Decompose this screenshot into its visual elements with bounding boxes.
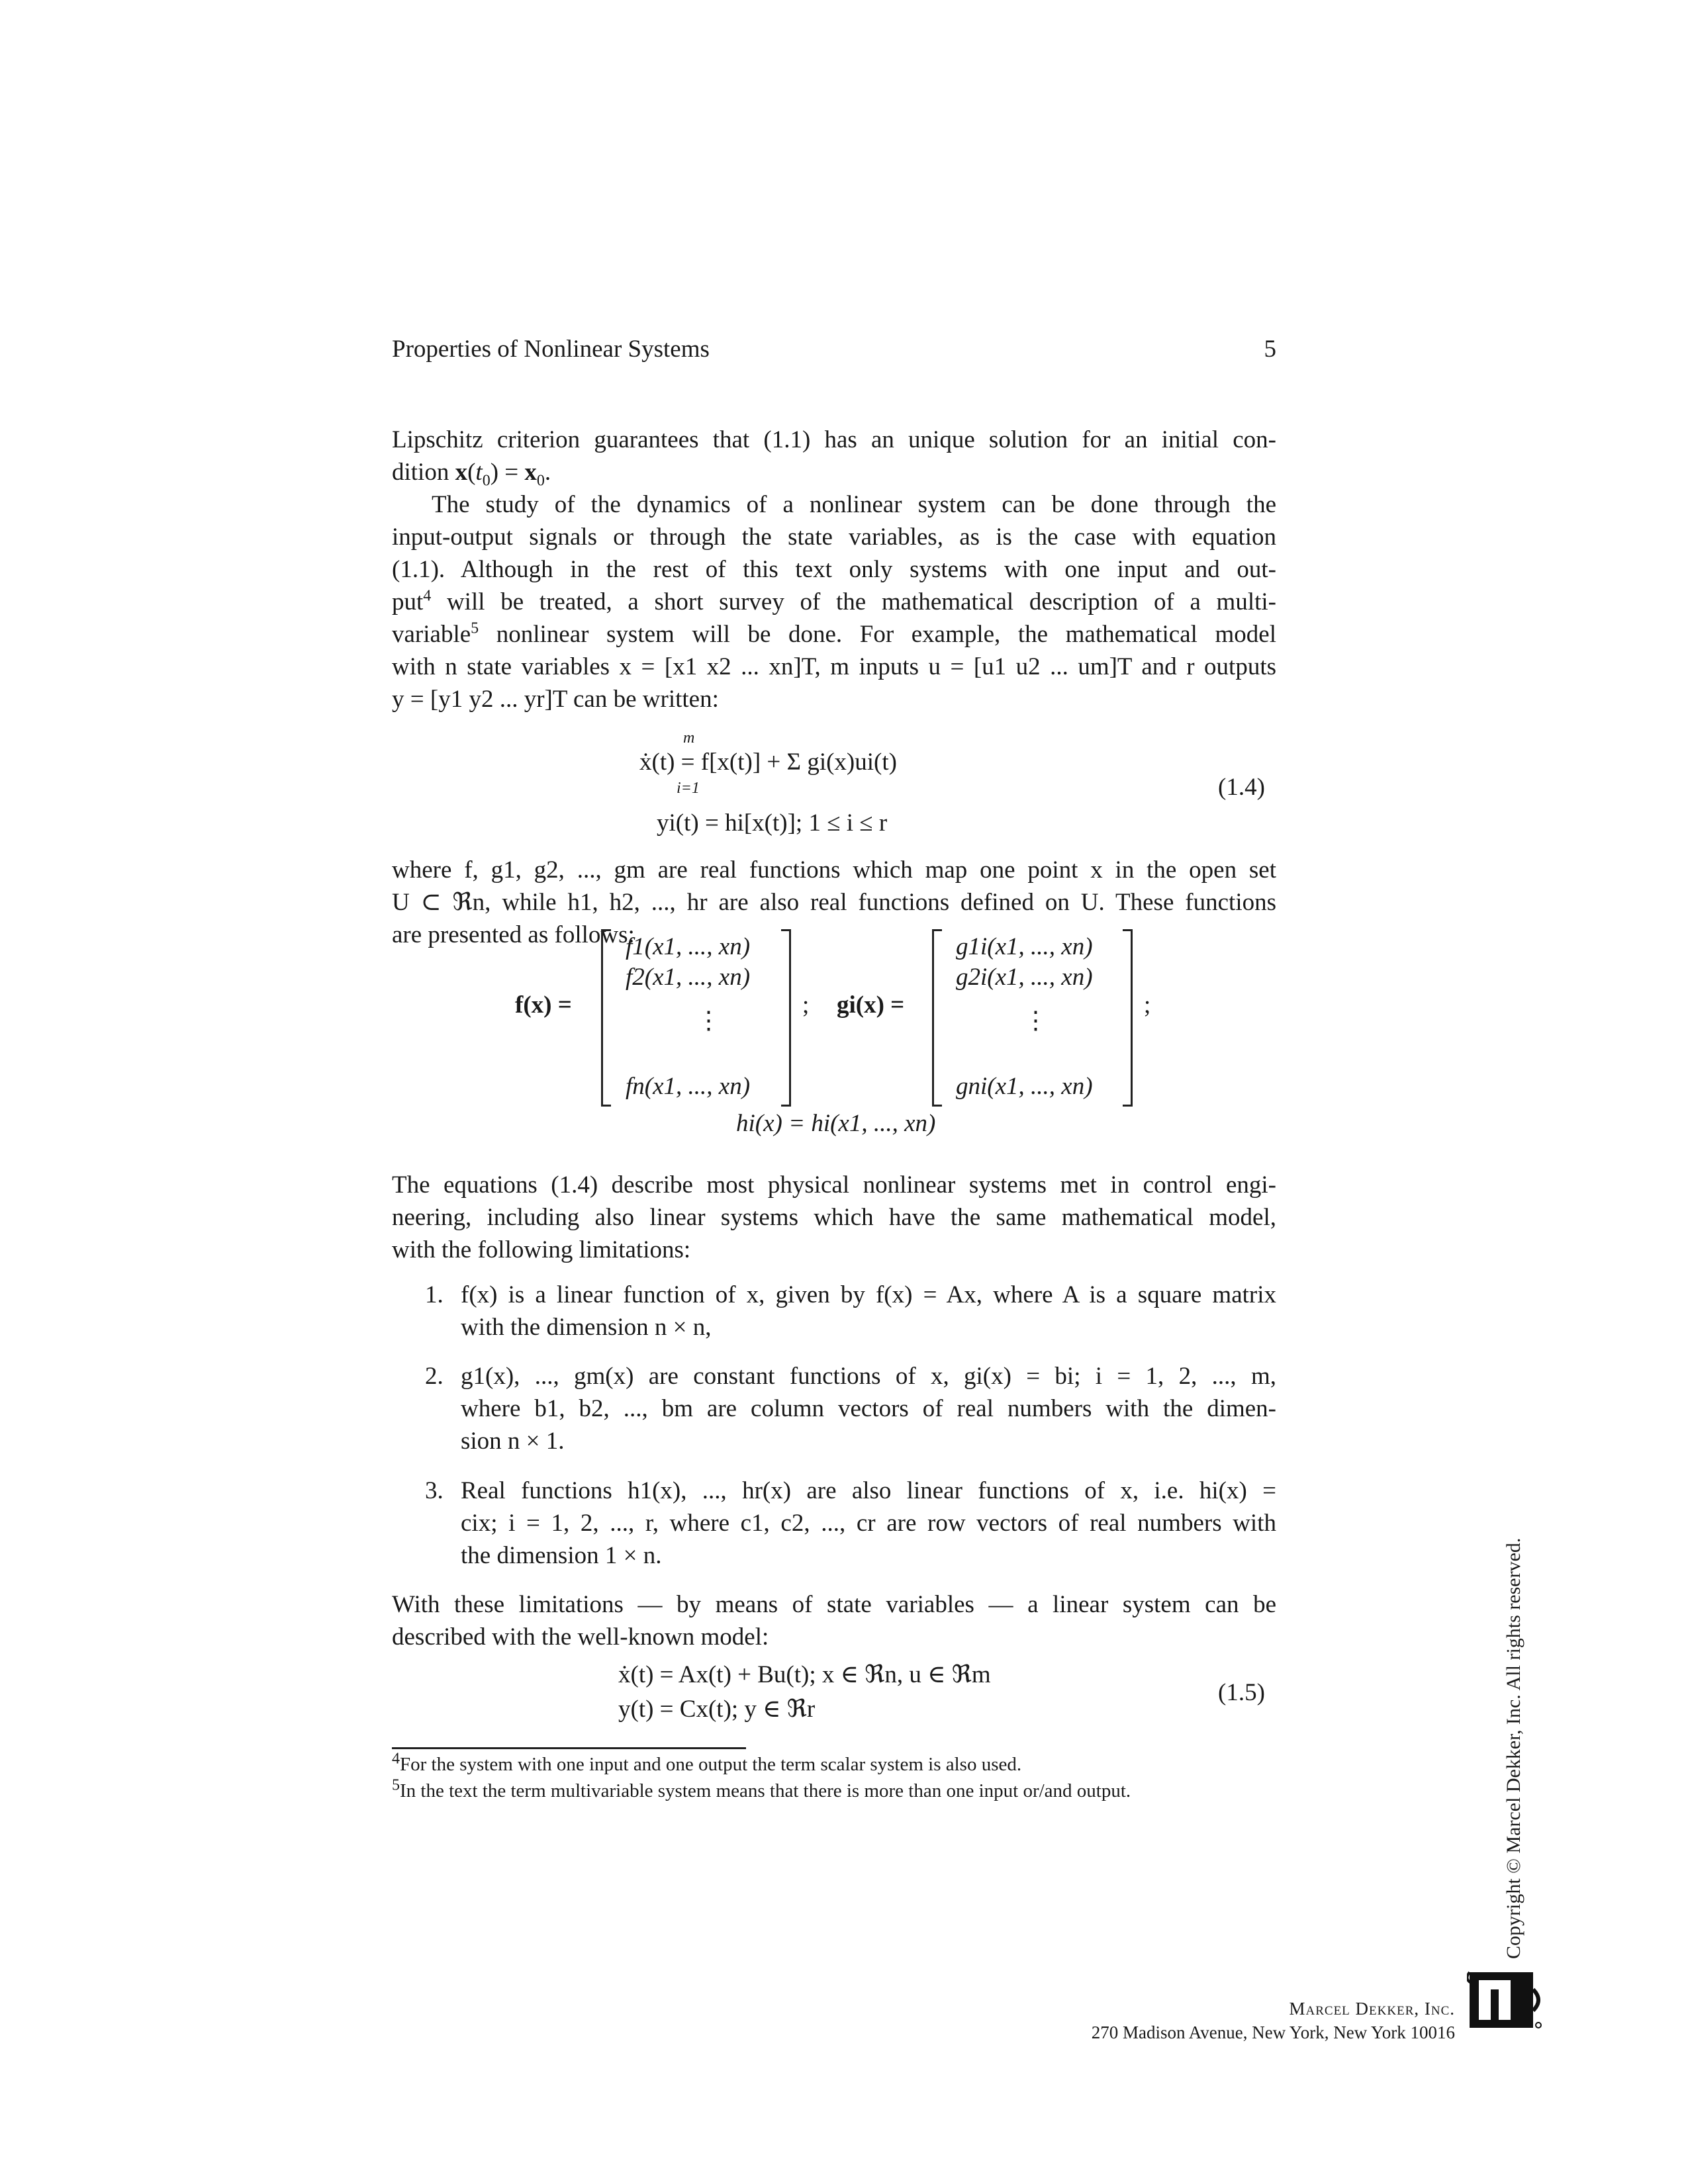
right-bracket — [1123, 929, 1133, 1107]
matrix-vdots: ⋮ — [1023, 1007, 1048, 1034]
text-line: input-output signals or through the state variables, as is the case with equation — [392, 523, 1276, 551]
text-line: U ⊂ ℜn, while h1, h2, ..., hr are also real functions defined on U. These functions — [392, 889, 1276, 916]
matrix-entry: f1(x1, ..., xn) — [626, 933, 751, 960]
list-number: 1. — [425, 1281, 444, 1308]
f-label: f(x) = — [515, 991, 572, 1019]
publisher-address: 270 Madison Avenue, New York, New York 10016 — [1091, 2023, 1455, 2042]
right-bracket — [781, 929, 791, 1107]
matrix-entry: g2i(x1, ..., xn) — [956, 964, 1093, 991]
text-line: y = [y1 y2 ... yr]T can be written: — [392, 686, 719, 713]
left-bracket — [601, 929, 611, 1107]
text-line: The equations (1.4) describe most physical nonlinear systems met in control engi- — [392, 1171, 1276, 1199]
footnote: $^5$In the text the term multivariable system means that there is more than one input or/and output. — [392, 1776, 1131, 1801]
publisher-logo-icon — [1467, 1970, 1545, 2030]
matrix-entry: fn(x1, ..., xn) — [626, 1073, 751, 1100]
list-body: Real functions h1(x), ..., hr(x) are also linear functions of x, i.e. hi(x) = cix; i = 1, 2, ..., r, where c1, c2, ..., cr are row vectors of real numbers with the dimension 1 × n. — [461, 1477, 1276, 1569]
equation-line: ẋ(t) = f[x(t)] + Σ gi(x)ui(t) — [639, 749, 897, 776]
h-equation: hi(x) = hi(x1, ..., xn) — [736, 1110, 936, 1137]
list-body: f(x) is a linear function of x, given by f(x) = Ax, where A is a square matrix with the dimension n × n, — [461, 1281, 1276, 1341]
page-number: 5 — [1264, 336, 1276, 363]
list-body: g1(x), ..., gm(x) are constant functions of x, gi(x) = bi; i = 1, 2, ..., m, where b1, b2, ..., bm are column vectors of real numbers with the dimen- sion n × 1. — [461, 1363, 1276, 1455]
text-line: (1.1). Although in the rest of this text only systems with one input and out- — [392, 556, 1276, 583]
separator: ; — [1144, 991, 1151, 1019]
left-bracket — [932, 929, 942, 1107]
text-line: neering, including also linear systems which have the same mathematical model, — [392, 1204, 1276, 1231]
list-item — [392, 1360, 1276, 1459]
paragraph-functions — [392, 854, 1276, 951]
equation-label: (1.5) — [1218, 1679, 1265, 1706]
text-line: with n state variables x = [x1 x2 ... xn]T, m inputs u = [u1 u2 ... um]T and r outputs — [392, 653, 1276, 680]
footnote-ref[interactable]: 4 — [423, 587, 432, 605]
text-line: put$^4$ will be treated, a short survey of the mathematical description of a multi- — [392, 587, 1276, 615]
matrix-entry: gni(x1, ..., xn) — [956, 1073, 1093, 1100]
list-item — [392, 1279, 1276, 1345]
text-line: described with the well-known model: — [392, 1623, 769, 1651]
sum-upper-limit: m — [683, 729, 695, 747]
footnote: $^4$For the system with one input and one output the term scalar system is also used. — [392, 1750, 1022, 1775]
list-item — [392, 1475, 1276, 1574]
text-line: dition $x(t_0) = x_0$. — [392, 459, 551, 490]
paragraph-dynamics — [392, 488, 1276, 715]
matrix-entry: f2(x1, ..., xn) — [626, 964, 751, 991]
g-label: gi(x) = — [837, 991, 905, 1019]
list-number: 2. — [425, 1363, 444, 1390]
sum-lower-limit: i=1 — [677, 780, 700, 797]
matrix-entry: g1i(x1, ..., xn) — [956, 933, 1093, 960]
text-line: are presented as follows: — [392, 921, 635, 948]
text-line: With these limitations — by means of state variables — a linear system can be — [392, 1591, 1276, 1618]
text-line: Lipschitz criterion guarantees that (1.1) has an unique solution for an initial con- — [392, 426, 1276, 453]
separator: ; — [802, 991, 810, 1019]
paragraph-lipschitz — [392, 424, 1276, 488]
copyright-notice: Copyright © Marcel Dekker, Inc. All rights reserved. — [1503, 1537, 1524, 1959]
equation-line: yi(t) = hi[x(t)]; 1 ≤ i ≤ r — [657, 809, 888, 837]
equation-line: y(t) = Cx(t); y ∈ ℜr — [618, 1696, 816, 1723]
equation-line: ẋ(t) = Ax(t) + Bu(t); x ∈ ℜn, u ∈ ℜm — [618, 1661, 991, 1688]
running-header-title: Properties of Nonlinear Systems — [392, 336, 710, 363]
text-line: The study of the dynamics of a nonlinear system can be done through the — [432, 491, 1276, 518]
paragraph-equations-describe — [392, 1169, 1276, 1266]
footnote-ref[interactable]: 5 — [471, 619, 479, 637]
list-number: 3. — [425, 1477, 444, 1504]
text-line: variable$^5$ nonlinear system will be done. For example, the mathematical model — [392, 619, 1276, 648]
paragraph-limitations — [392, 1588, 1276, 1653]
text-line: where f, g1, g2, ..., gm are real functions which map one point x in the open set — [392, 856, 1276, 884]
text-line: with the following limitations: — [392, 1236, 691, 1263]
publisher-name: Marcel Dekker, Inc. — [1289, 1999, 1455, 2019]
matrix-vdots: ⋮ — [696, 1007, 721, 1034]
footnote-rule — [392, 1747, 746, 1749]
equation-label: (1.4) — [1218, 774, 1265, 801]
inline-math: $x(t_0) = x_0$. — [455, 459, 551, 490]
